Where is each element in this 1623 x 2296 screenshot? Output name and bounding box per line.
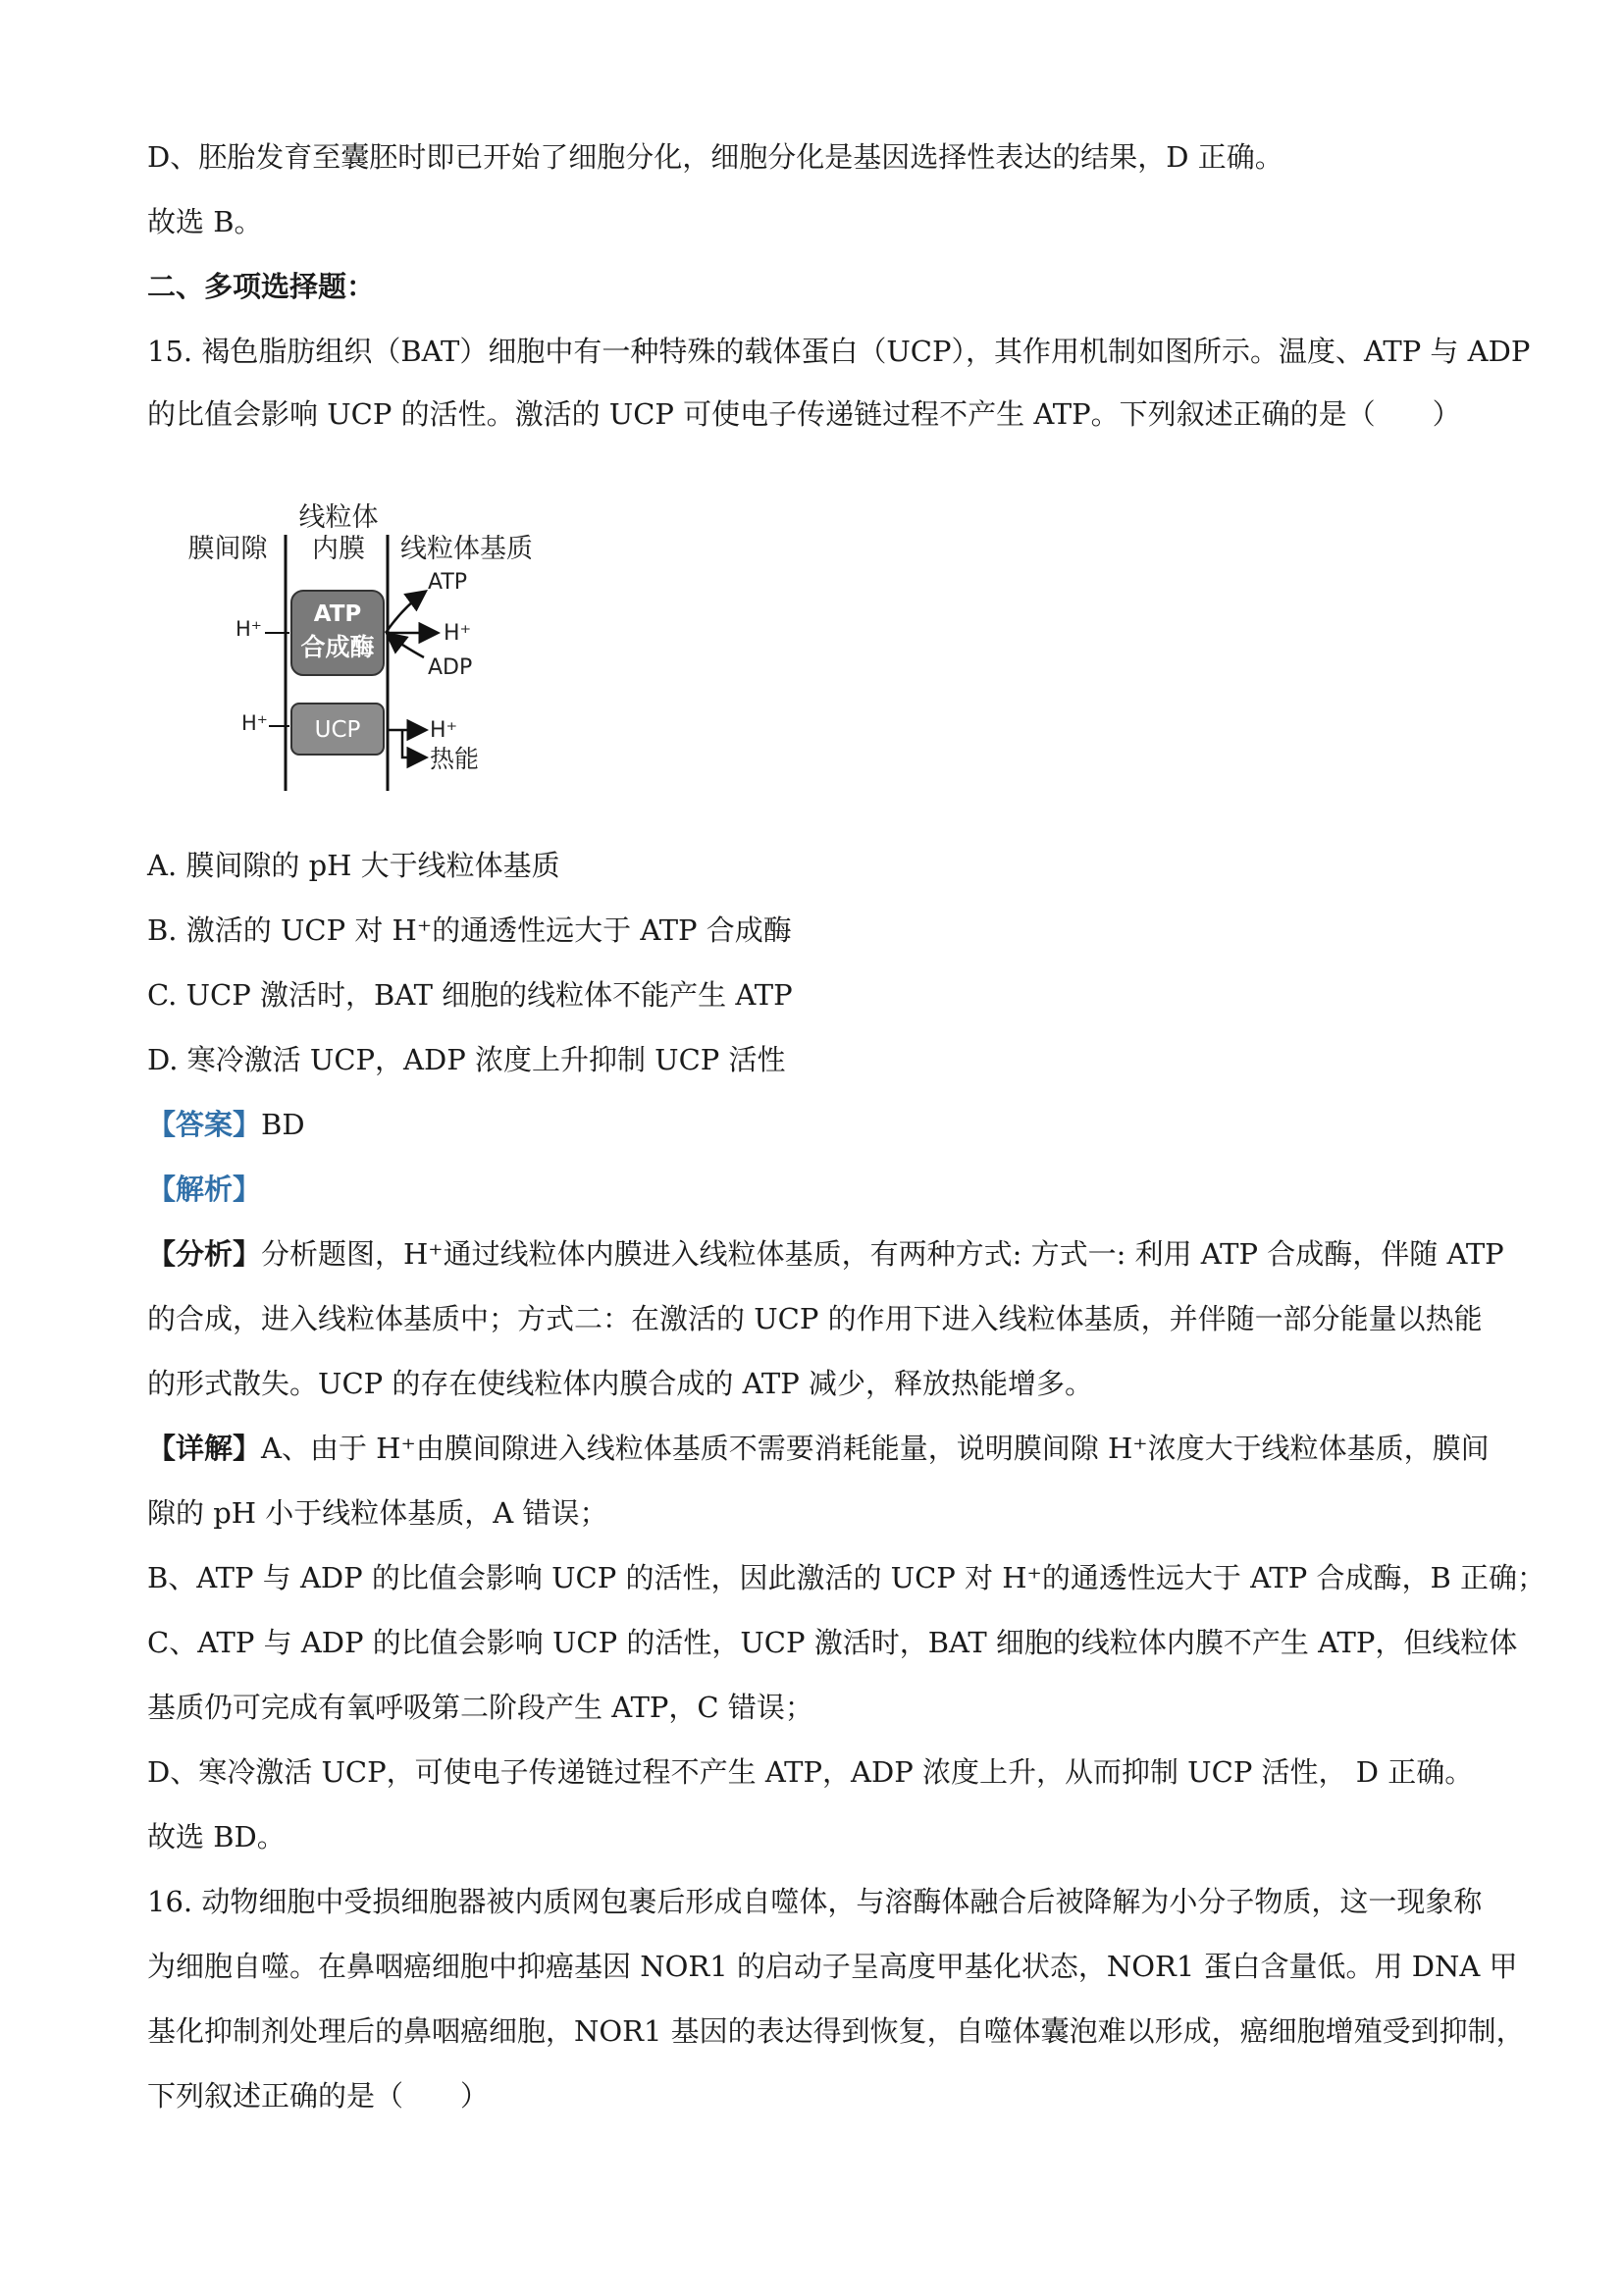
xiangjie-tag: 【详解】 <box>147 1432 262 1465</box>
arrow-heat <box>402 730 424 757</box>
atp-synthase-label-2: 合成酶 <box>300 633 375 661</box>
xiangjie-c-2: 基质仍可完成有氧呼吸第二阶段产生 ATP，C 错误； <box>147 1691 813 1724</box>
xiangjie-c-1: C、ATP 与 ADP 的比值会影响 UCP 的活性，UCP 激活时，BAT 细胞的线粒体内膜不产生 ATP，但线粒体 <box>147 1626 1518 1659</box>
xiangjie-a-2: 隙的 pH 小于线粒体基质，A 错误； <box>147 1496 608 1530</box>
xiangjie-a-1: A、由于 H⁺由膜间隙进入线粒体基质不需要消耗能量，说明膜间隙 H⁺浓度大于线粒体基质，膜间 <box>261 1432 1490 1465</box>
arrow-atp <box>386 593 424 633</box>
option-d-previous: D、胚胎发育至囊胚时即已开始了细胞分化，细胞分化是基因选择性表达的结果，D 正确。 <box>147 140 1283 174</box>
q15-text-1: 15. 褐色脂肪组织（BAT）细胞中有一种特殊的载体蛋白（UCP），其作用机制如图所示。温度、ATP 与 ADP <box>147 335 1531 368</box>
fenxi-tag: 【分析】 <box>147 1237 262 1271</box>
inner-membrane-label-2: 内膜 <box>312 534 365 564</box>
section-title: 二、多项选择题： <box>147 270 376 303</box>
option-b: B. 激活的 UCP 对 H⁺的通透性远大于 ATP 合成酶 <box>147 913 792 947</box>
h-plus-left-top: H⁺ <box>236 617 262 641</box>
q16-text-4: 下列叙述正确的是（ ） <box>147 2079 490 2113</box>
q16-text-2: 为细胞自噬。在鼻咽癌细胞中抑癌基因 NOR1 的启动子呈高度甲基化状态，NOR1 蛋白含量低。用 DNA 甲 <box>147 1950 1518 1983</box>
intermembrane-space-label: 膜间隙 <box>187 534 268 564</box>
h-plus-left-bottom: H⁺ <box>241 711 268 735</box>
analysis-line <box>147 1170 1486 1209</box>
option-a: A. 膜间隙的 pH 大于线粒体基质 <box>147 849 560 882</box>
inner-membrane-label-1: 线粒体 <box>298 502 379 533</box>
q16-text-3: 基化抑制剂处理后的鼻咽癌细胞，NOR1 基因的表达得到恢复，自噬体囊泡难以形成，癌细胞增殖受到抑制， <box>147 2014 1525 2048</box>
heat-label: 热能 <box>430 745 480 773</box>
fenxi-line-1 <box>147 1234 1504 1274</box>
matrix-label: 线粒体基质 <box>400 534 533 564</box>
xiangjie-b: B、ATP 与 ADP 的比值会影响 UCP 的活性，因此激活的 UCP 对 H⁺的通透性远大于 ATP 合成酶，B 正确； <box>147 1561 1546 1594</box>
ucp-mechanism-figure <box>167 491 579 805</box>
fenxi-text-3: 的形式散失。UCP 的存在使线粒体内膜合成的 ATP 减少，释放热能增多。 <box>147 1367 1094 1400</box>
xiangjie-d: D、寒冷激活 UCP，可使电子传递链过程不产生 ATP，ADP 浓度上升，从而抑制 UCP 活性， D 正确。 <box>147 1755 1474 1789</box>
atp-synthase-label-1: ATP <box>313 601 362 627</box>
fenxi-text-1: 分析题图，H⁺通过线粒体内膜进入线粒体基质，有两种方式: 方式一: 利用 ATP 合成酶，伴随 ATP <box>261 1237 1504 1271</box>
answer-value: BD <box>261 1108 305 1141</box>
option-d: D. 寒冷激活 UCP，ADP 浓度上升抑制 UCP 活性 <box>147 1043 786 1076</box>
adp-label: ADP <box>428 655 473 680</box>
answer-line <box>147 1105 1486 1144</box>
choose-previous: 故选 B。 <box>147 205 263 238</box>
h-plus-right-bottom: H⁺ <box>430 718 458 743</box>
q15-text-2: 的比值会影响 UCP 的活性。激活的 UCP 可使电子传递链过程不产生 ATP。下列叙述正确的是（ ） <box>147 397 1461 431</box>
atp-product-label: ATP <box>428 570 468 595</box>
q16-text-1: 16. 动物细胞中受损细胞器被内质网包裹后形成自噬体，与溶酶体融合后被降解为小分子物质，这一现象称 <box>147 1885 1483 1918</box>
ucp-label: UCP <box>314 717 361 743</box>
answer-tag: 【答案】 <box>147 1108 262 1141</box>
fenxi-text-2: 的合成，进入线粒体基质中；方式二：在激活的 UCP 的作用下进入线粒体基质，并伴随一部分能量以热能 <box>147 1302 1483 1335</box>
option-c: C. UCP 激活时，BAT 细胞的线粒体不能产生 ATP <box>147 978 793 1012</box>
analysis-tag: 【解析】 <box>147 1173 262 1206</box>
choose-answer: 故选 BD。 <box>147 1820 286 1853</box>
arrow-adp <box>389 635 424 657</box>
xiangjie-line-1 <box>147 1429 1490 1468</box>
h-plus-right-top: H⁺ <box>444 621 472 646</box>
